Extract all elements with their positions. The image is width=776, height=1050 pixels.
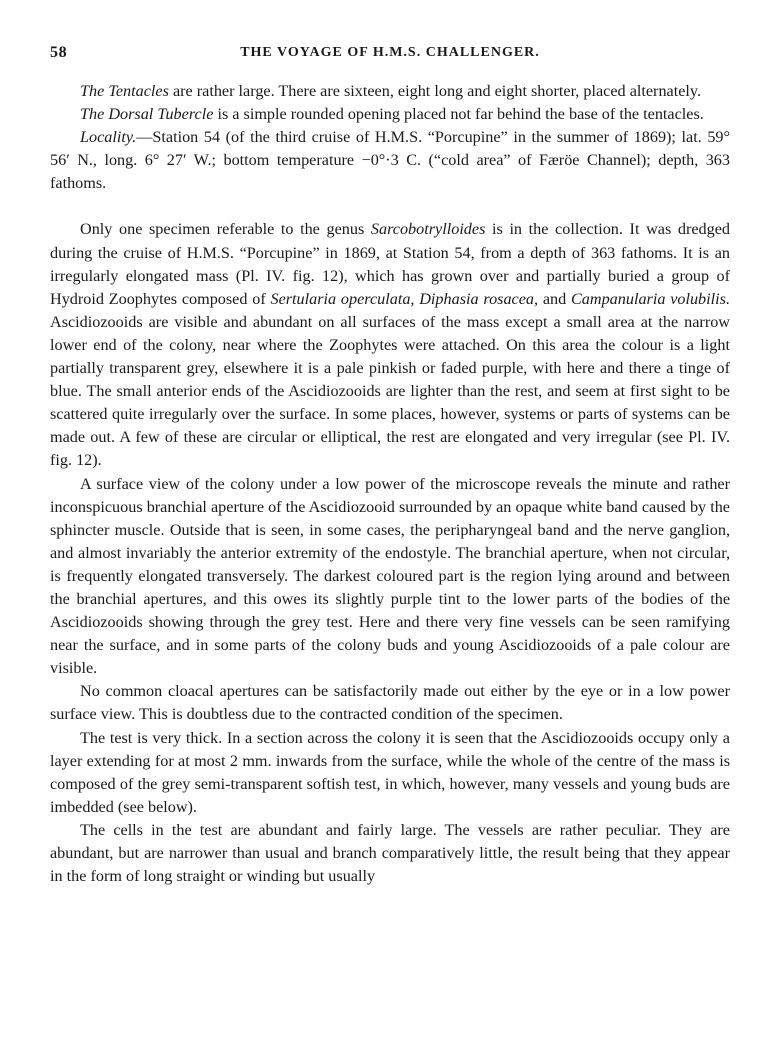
surface-view-text: A surface view of the colony under a low power of the microscope reveals the minute and rather inconspicuous branchial aperture of the Ascidiozooid surrounded by an opaque white band caused by the sphincter muscle. Outside that is seen, in some cases, the peripharyngeal band and the nerve ganglion, and almost invariably the anterior extremity of the endostyle. The branchial aperture, when not circular, is frequently elongated transversely. The darkest coloured part is the region lying around and between the branchial apertures, and this owes its slightly purple tint to the lower parts of the bodies of the Ascidiozooids showing through the grey test. Here and there very fine vessels can be seen ramifying near the surface, and in some parts of the colony buds and young Ascidiozooids of a pale colour are visible.	[50, 474, 730, 678]
genus-name: Sarcobotrylloides	[370, 220, 486, 239]
paragraph-locality	[50, 126, 730, 195]
paragraph-specimen	[50, 218, 730, 472]
dorsal-tubercle-text: is a simple rounded opening placed not far behind the base of the tentacles.	[213, 105, 704, 124]
document-page	[50, 44, 730, 888]
page-header	[50, 44, 730, 70]
locality-text: —Station 54 (of the third cruise of H.M.S. “Porcupine” in the summer of 1869); lat. 59° 56′ N., long. 6° 27′ W.; bottom temperature −0°·3 C. (“cold area” of Færöe Channel); depth, 363 fathoms.	[50, 128, 730, 193]
locality-heading: Locality.	[80, 128, 137, 147]
test-text: The test is very thick. In a section across the colony it is seen that the Ascidiozooids occupy only a layer extending for at most 2 mm. inwards from the surface, while the whole of the centre of the mass is composed of the grey semi-transparent softish test, in which, however, many vessels and young buds are imbedded (see below).	[50, 728, 730, 816]
body-text	[50, 80, 730, 888]
cells-text: The cells in the test are abundant and fairly large. The vessels are rather peculiar. They are abundant, but are narrower than usual and branch comparatively little, the result being that they appear in the form of long straight or winding but usually	[50, 820, 730, 886]
page-number: 58	[50, 44, 68, 61]
tentacles-heading: The Tentacles	[80, 82, 169, 100]
specimen-text-3: and	[538, 289, 571, 308]
paragraph-test	[50, 727, 730, 819]
running-title: THE VOYAGE OF H.M.S. CHALLENGER.	[240, 45, 540, 60]
paragraph-cells	[50, 819, 730, 888]
specimen-text-2: is in the collection. It was dredged during the cruise of H.M.S. “Porcupine” in 1869, at Station 54, from a depth of 363 fathoms. It is an irregularly elongated mass (Pl. IV. fig. 12), which has grown over and partially buried a group of Hydroid Zoophytes composed of	[50, 220, 730, 308]
species-names: Sertularia operculata, Diphasia rosacea,	[270, 289, 539, 308]
tentacles-text: are rather large. There are sixteen, eight long and eight shorter, placed alternately.	[168, 82, 701, 100]
specimen-text-4: Ascidiozooids are visible and abundant on all surfaces of the mass except a small area at the narrow lower end of the colony, near where the Zoophytes were attached. On this area the colour is a light partially transparent grey, elsewhere it is a pale pinkish or faded purple, with here and there a tinge of blue. The small anterior ends of the Ascidiozooids are lighter than the rest, and seem at first sight to be scattered quite irregularly over the surface. In some places, however, systems or parts of systems can be made out. A few of these are circular or elliptical, the rest are elongated and very irregular (see Pl. IV. fig. 12).	[50, 312, 730, 470]
specimen-text-1: Only one specimen referable to the genus	[80, 220, 371, 239]
paragraph-dorsal-tubercle	[50, 103, 730, 126]
paragraph-cloacal	[50, 680, 730, 726]
species-campanularia: Campanularia volubilis.	[570, 289, 730, 308]
paragraph-surface-view	[50, 473, 730, 681]
cloacal-text: No common cloacal apertures can be satisfactorily made out either by the eye or in a low power surface view. This is doubtless due to the contracted condition of the specimen.	[50, 682, 730, 724]
paragraph-tentacles	[50, 80, 730, 103]
dorsal-tubercle-heading: The Dorsal Tubercle	[80, 105, 214, 124]
